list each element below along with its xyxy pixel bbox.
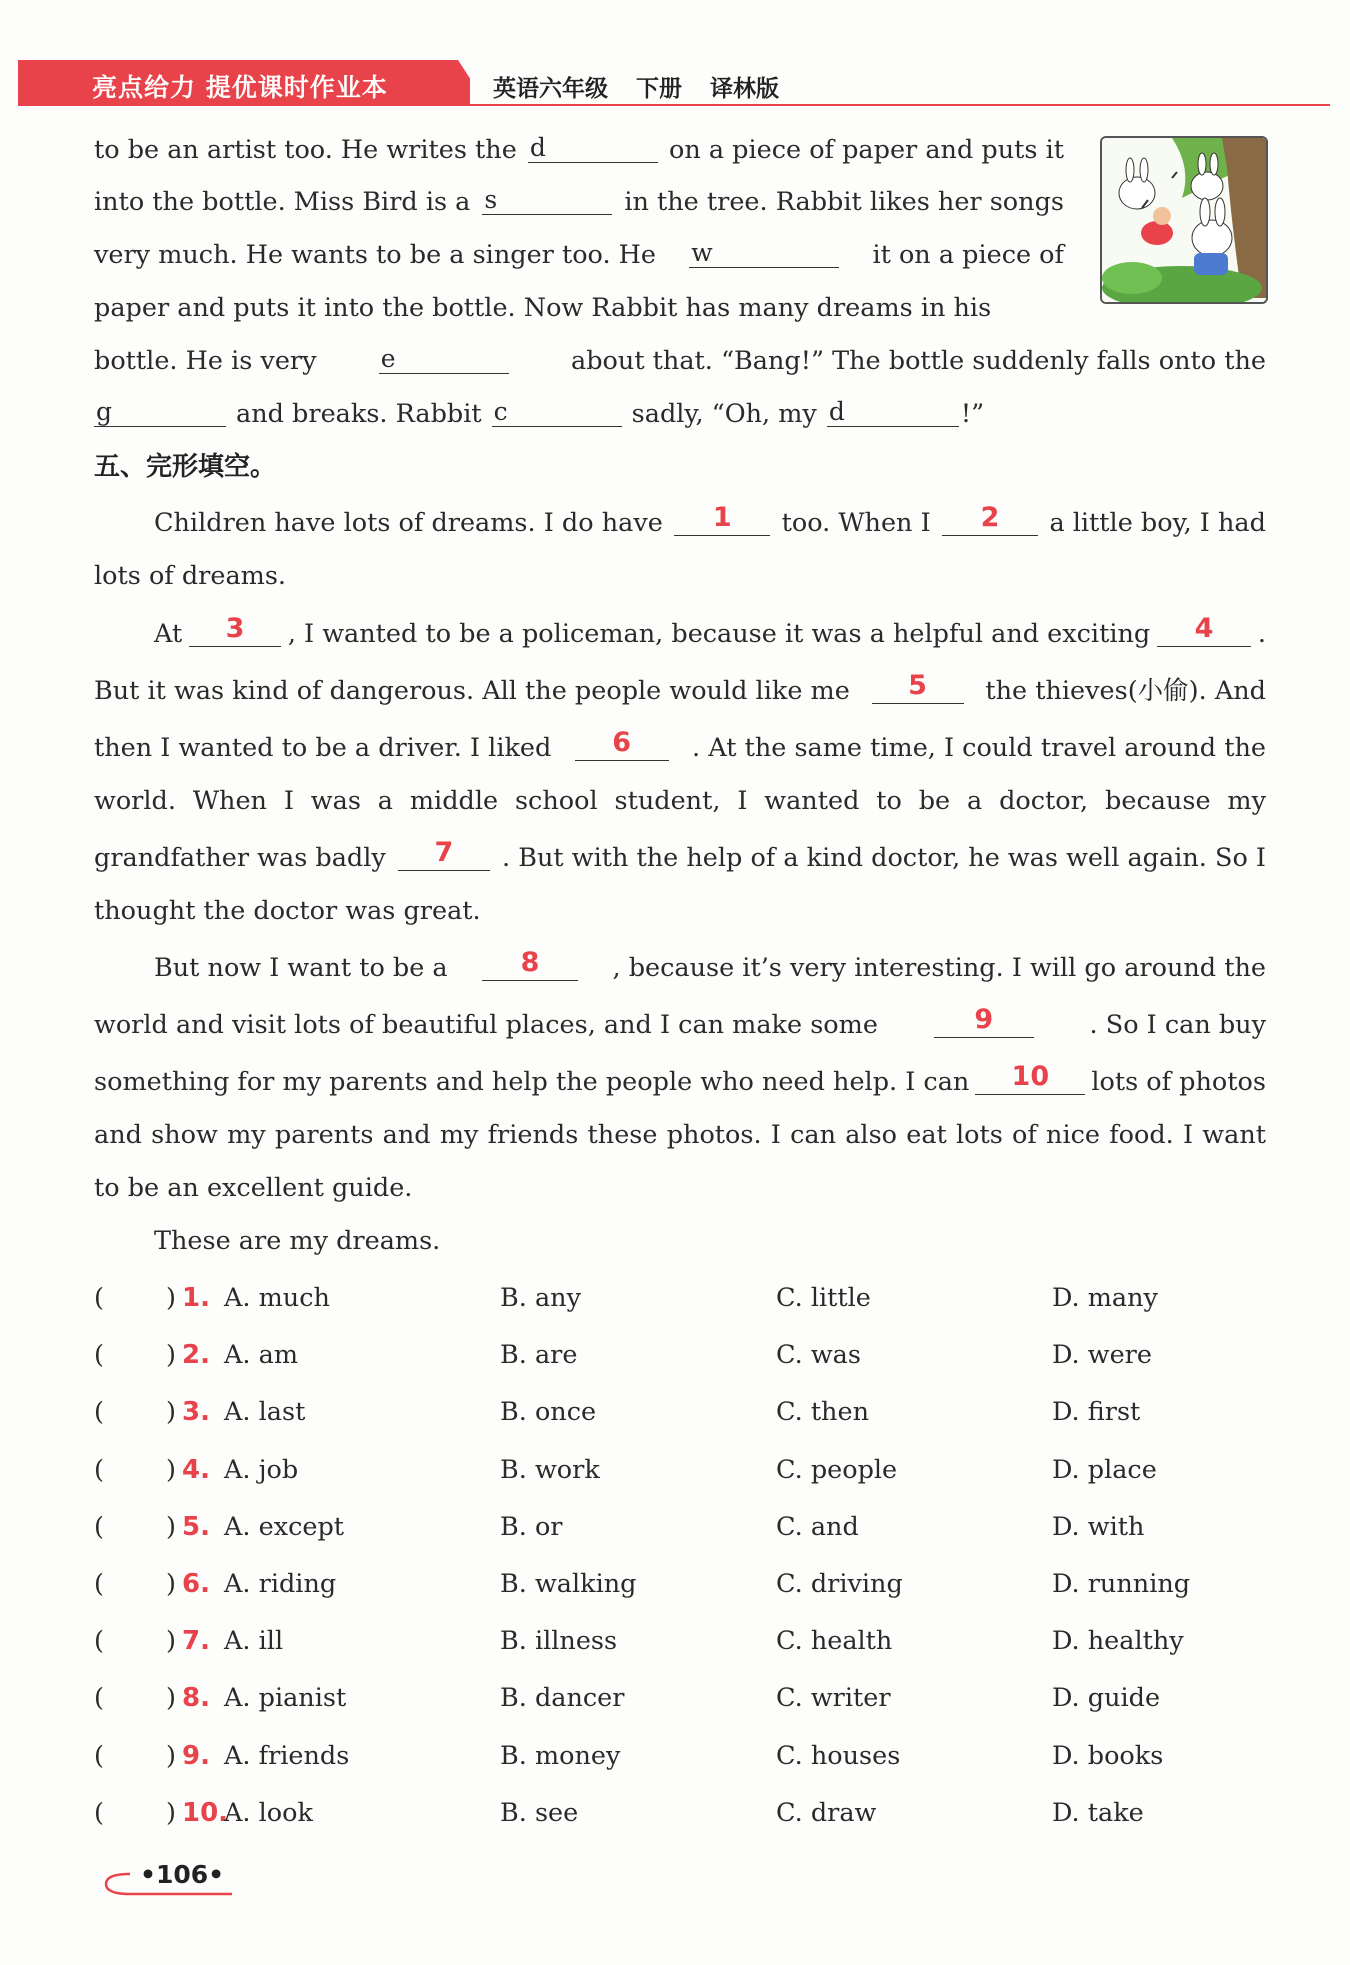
cloze-blank-1[interactable] [674,497,770,536]
hint-letter: d [529,133,546,162]
answer-paren-close: ) [166,1283,176,1313]
option-a[interactable]: A. except [224,1511,345,1542]
blank-number: 6 [612,727,632,758]
blank-number: 4 [1194,613,1214,644]
text: Children have lots of dreams. I do have [154,508,663,538]
blank-number: 10 [1011,1061,1050,1092]
text: . So I can buy [1089,1010,1266,1040]
option-b[interactable]: B. see [500,1797,579,1828]
text: !” [960,399,985,429]
option-d[interactable]: D. first [1052,1397,1141,1428]
option-a[interactable]: A. am [224,1340,299,1371]
cloze-blank-3[interactable] [189,608,281,647]
option-a[interactable]: A. look [224,1797,313,1828]
text: about that. “Bang!” The bottle suddenly falls onto the [571,346,1266,376]
text: grandfather was badly [94,843,386,873]
blank-number: 1 [712,502,732,533]
text: . [1257,619,1266,649]
question-number: 10. [182,1797,229,1828]
answer-paren-close: ) [166,1397,176,1428]
hint-letter: d [828,397,845,426]
option-a[interactable]: A. pianist [224,1683,347,1714]
option-c[interactable]: C. and [776,1511,859,1542]
option-c[interactable]: C. houses [776,1740,901,1771]
cloze-line [94,775,1266,827]
book-info [493,70,807,103]
option-a[interactable]: A. friends [224,1740,350,1771]
text: to be an artist too. He writes the [94,135,517,165]
text: , I wanted to be a policeman, because it was a helpful and exciting [287,619,1151,649]
option-c[interactable]: C. then [776,1397,869,1428]
cloze-blank-6[interactable] [575,722,669,761]
option-b[interactable]: B. money [500,1740,621,1771]
option-c[interactable]: C. driving [776,1569,903,1599]
text: These are my dreams. [154,1226,441,1256]
story-line-6 [94,388,1266,440]
question-row [94,1733,1274,1779]
hint-letter: g [96,397,113,426]
text: the thieves(小偷). And [985,676,1266,706]
rabbit-picture-icon [1102,138,1266,302]
option-a[interactable]: A. riding [224,1569,337,1599]
cloze-line [94,1109,1266,1161]
answer-paren-close: ) [166,1740,176,1771]
answer-paren-close: ) [166,1683,176,1714]
option-b[interactable]: B. or [500,1511,563,1542]
section-title: 五、完形填空。 [94,452,277,482]
question-number: 6. [182,1569,210,1599]
answer-paren-close: ) [166,1797,176,1828]
option-a[interactable]: A. last [224,1397,306,1428]
answer-paren-open: ( [94,1511,104,1542]
question-number: 2. [182,1340,210,1371]
option-d[interactable]: D. healthy [1052,1626,1184,1657]
blank-number: 8 [520,947,540,978]
text: lots of dreams. [94,561,287,591]
option-d[interactable]: D. place [1052,1454,1157,1485]
answer-paren-open: ( [94,1340,104,1371]
cloze-line [94,550,1266,602]
answer-paren-open: ( [94,1683,104,1714]
fill-blank[interactable] [482,176,612,215]
text: But it was kind of dangerous. All the people would like me [94,676,850,706]
answer-paren-close: ) [166,1569,176,1599]
question-number: 5. [182,1511,210,1542]
fill-blank[interactable] [689,229,839,268]
subject-label: 英语六年级 [493,76,608,102]
question-row [94,1561,1274,1607]
text: At [154,619,183,649]
answer-paren-close: ) [166,1626,176,1657]
text: , because it’s very interesting. I will go around the [612,953,1266,983]
question-row [94,1618,1274,1664]
page-footer [100,1858,232,1898]
option-d[interactable]: D. with [1052,1511,1145,1542]
question-row [94,1790,1274,1836]
text: then I wanted to be a driver. I liked [94,733,552,763]
text: lots of photos [1091,1067,1266,1097]
answer-paren-open: ( [94,1283,104,1313]
question-row [94,1389,1274,1435]
hint-letter: s [484,185,498,214]
text: world. When I was a middle school student, I wanted to be a doctor, because my [94,786,1266,816]
answer-paren-open: ( [94,1397,104,1428]
option-c[interactable]: C. people [776,1454,898,1485]
text: on a piece of paper and puts it [668,135,1064,165]
fill-blank[interactable] [379,335,509,374]
cloze-line [94,1056,1266,1108]
answer-paren-close: ) [166,1340,176,1371]
fill-blank[interactable] [528,124,658,163]
hint-letter: w [691,238,713,267]
question-row [94,1675,1274,1721]
text: and breaks. Rabbit [236,399,482,429]
question-row [94,1447,1274,1493]
option-a[interactable]: A. much [224,1283,330,1313]
option-d[interactable]: D. books [1052,1740,1164,1771]
blank-number: 3 [225,613,245,644]
cloze-line [154,942,1266,994]
question-row [94,1332,1274,1378]
cloze-blank-7[interactable] [398,832,490,871]
volume-label: 下册 [636,76,682,102]
text: . But with the help of a kind doctor, he was well again. So I [502,843,1266,873]
hint-letter: e [380,344,396,373]
text: and show my parents and my friends these photos. I can also eat lots of nice food. I want [94,1120,1266,1150]
option-d[interactable]: D. guide [1052,1683,1161,1714]
text: very much. He wants to be a singer too. He [94,240,656,270]
option-b[interactable]: B. illness [500,1626,618,1657]
cloze-line [154,608,1266,660]
option-c[interactable]: C. little [776,1283,871,1313]
question-row [94,1504,1274,1550]
question-number: 4. [182,1454,210,1485]
cloze-blank-2[interactable] [942,497,1038,536]
cloze-line [94,1162,1266,1214]
cloze-blank-8[interactable] [482,942,578,981]
cloze-blank-10[interactable] [975,1056,1085,1095]
story-line-5 [94,335,1266,387]
text: into the bottle. Miss Bird is a [94,187,471,217]
cloze-line [154,1215,1326,1267]
page-number: •106• [140,1860,225,1889]
blank-number: 5 [908,670,927,701]
cloze-line [94,885,1266,937]
text: sadly, “Oh, my [631,399,817,429]
brand-title: 亮点给力 提优课时作业本 [92,73,388,102]
text: bottle. He is very [94,346,317,376]
text: to be an excellent guide. [94,1173,413,1203]
header-rule [470,104,1330,106]
answer-paren-open: ( [94,1626,104,1657]
blank-number: 9 [974,1004,994,1035]
option-d[interactable]: D. were [1052,1340,1152,1371]
cloze-line [94,832,1266,884]
option-c[interactable]: C. writer [776,1683,891,1714]
fill-blank[interactable] [94,388,226,427]
option-a[interactable]: A. ill [224,1626,284,1657]
answer-paren-open: ( [94,1454,104,1485]
option-b[interactable]: B. any [500,1283,581,1313]
option-a[interactable]: A. job [224,1454,299,1485]
cloze-blank-9[interactable] [934,999,1034,1038]
question-number: 1. [182,1283,210,1313]
hint-letter: c [493,397,508,426]
text: world and visit lots of beautiful places, and I can make some [94,1010,878,1040]
option-b[interactable]: B. are [500,1340,578,1371]
question-number: 8. [182,1683,210,1714]
answer-paren-open: ( [94,1797,104,1828]
option-b[interactable]: B. walking [500,1569,637,1599]
question-number: 7. [182,1626,210,1657]
story-line-1 [94,124,1064,176]
text: thought the doctor was great. [94,896,481,926]
text: in the tree. Rabbit likes her songs [624,187,1064,217]
cloze-blank-5[interactable] [872,665,964,704]
text: . At the same time, I could travel around the [692,733,1266,763]
option-b[interactable]: B. work [500,1454,600,1485]
answer-paren-close: ) [166,1454,176,1485]
page-header [18,60,1330,106]
option-b[interactable]: B. once [500,1397,597,1428]
text: something for my parents and help the people who need help. I can [94,1067,970,1097]
blank-number: 7 [434,837,454,868]
option-c[interactable]: C. was [776,1340,861,1371]
story-line-4 [94,282,1064,334]
cloze-line [94,665,1266,717]
text: But now I want to be a [154,953,448,983]
cloze-line [154,497,1266,549]
story-line-3 [94,229,1064,281]
question-row [94,1275,1274,1321]
option-d[interactable]: D. take [1052,1797,1144,1828]
option-c[interactable]: C. health [776,1626,893,1657]
answer-paren-open: ( [94,1740,104,1771]
story-line-2 [94,176,1064,228]
edition-label: 译林版 [710,76,779,102]
answer-paren-close: ) [166,1511,176,1542]
answer-paren-open: ( [94,1569,104,1599]
option-d[interactable]: D. many [1052,1283,1158,1313]
cloze-line [94,722,1266,774]
fill-blank[interactable] [827,388,959,427]
text: too. When I [781,508,931,538]
question-number: 3. [182,1397,210,1428]
question-number: 9. [182,1740,210,1771]
rabbit-illustration [1100,136,1268,304]
option-d[interactable]: D. running [1052,1569,1191,1599]
blank-number: 2 [980,502,1000,533]
cloze-blank-4[interactable] [1157,608,1251,647]
text: it on a piece of [872,240,1064,270]
text: paper and puts it into the bottle. Now Rabbit has many dreams in his [94,293,992,323]
fill-blank[interactable] [492,388,622,427]
option-b[interactable]: B. dancer [500,1683,625,1714]
cloze-line [94,999,1266,1051]
text: a little boy, I had [1049,508,1266,538]
option-c[interactable]: C. draw [776,1797,877,1828]
